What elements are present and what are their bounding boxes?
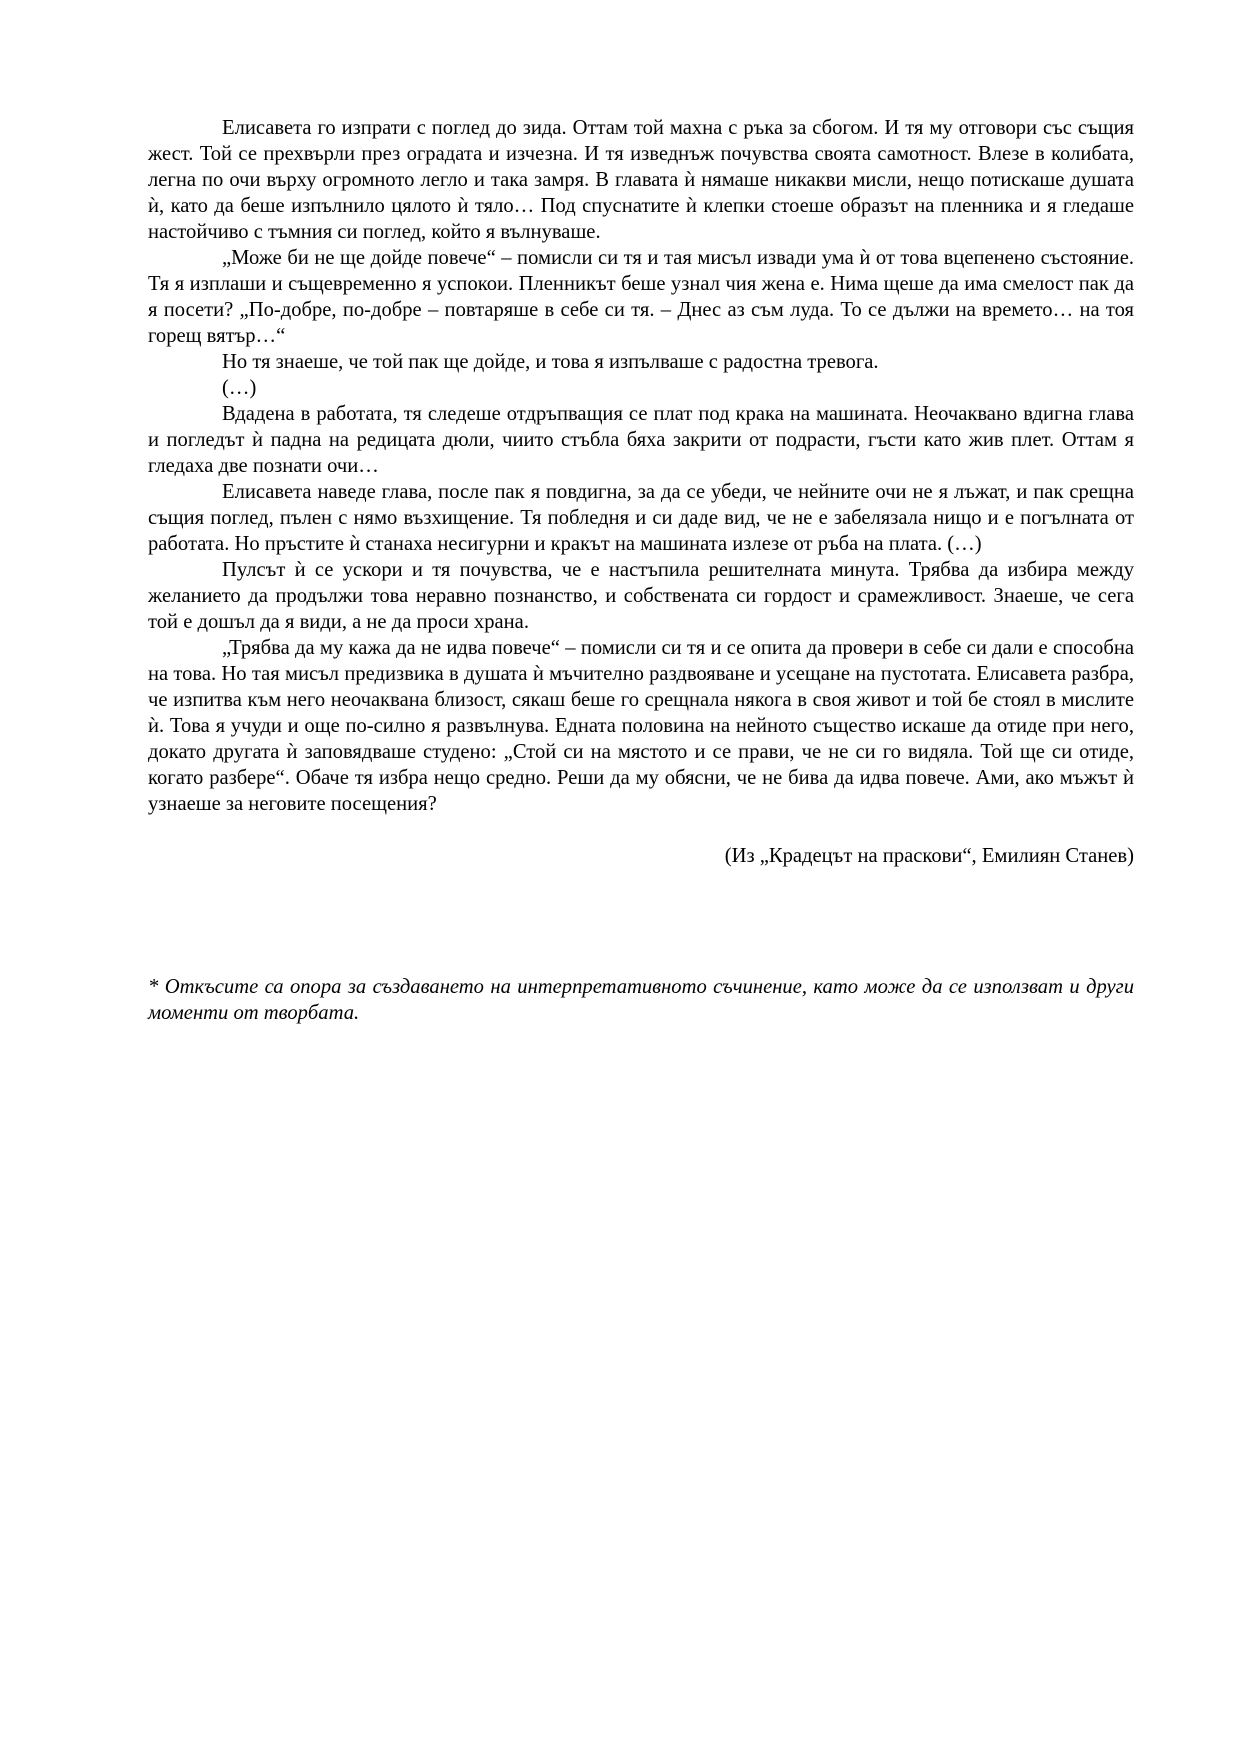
paragraph-3: Но тя знаеше, че той пак ще дойде, и това я изпълваше с радостна тревога. bbox=[222, 351, 879, 373]
paragraph-1: Елисавета го изпрати с поглед до зида. Оттам той махна с ръка за сбогом. И тя му отговори със същия жест. Той се прехвърли през оградата и изчезна. И тя изведнъж почувства своята самотност. Влезе в колибата, легна по очи върху огромното легло и така замря. В главата ѝ нямаше никакви мисли, нещо потискаше душата ѝ, като да беше изпълнило цялото ѝ тяло… Под спуснатите ѝ клепки стоеше образът на пленника и я гледаше настойчиво с тъмния си поглед, който я вълнуваше. bbox=[148, 117, 1134, 243]
source-citation: (Из „Крадецът на праскови“, Емилиян Станев) bbox=[724, 845, 1134, 867]
paragraph-6: Пулсът ѝ се ускори и тя почувства, че е настъпила решителната минута. Трябва да избира между желанието да продължи това неравно познанство, и собствената си гордост и срамежливост. Знаеше, че сега той е дошъл да я види, а не да проси храна. bbox=[148, 559, 1134, 633]
paragraph-4: Вдадена в работата, тя следеше отдръпващия се плат под крака на машината. Неочаквано вдигна глава и погледът ѝ падна на редицата дюли, чиито стъбла бяха закрити от подрасти, гъсти като жив плет. Оттам я гледаха две познати очи… bbox=[148, 403, 1134, 477]
paragraph-2: „Може би не ще дойде повече“ – помисли си тя и тая мисъл извади ума ѝ от това вцепенено състояние. Тя я изплаши и същевременно я успокои. Пленникът беше узнал чия жена е. Нима щеше да има смелост пак да я посети? „По-добре, по-добре – повтаряше в себе си тя. – Днес аз съм луда. То се дължи на времето… на тоя горещ вятър…“ bbox=[148, 247, 1134, 347]
footnote: * Откъсите са опора за създаването на интерпретативното съчинение, като може да се използват и други моменти от творбата. bbox=[148, 976, 1134, 1024]
omission-marker: (…) bbox=[222, 377, 257, 399]
paragraph-7: „Трябва да му кажа да не идва повече“ – помисли си тя и се опита да провери в себе си дали е способна на това. Но тая мисъл предизвика в душата ѝ мъчително раздвояване и усещане на пустотата. Елисавета разбра, че изпитва към него неочаквана близост, сякаш беше го срещнала някога в своя живот и той бе стоял в мислите ѝ. Това я учуди и още по-силно я развълнува. Едната половина на нейното същество искаше да отиде при него, докато другата ѝ заповядваше студено: „Стой си на мястото и се прави, че не си го видяла. Той ще си отиде, когато разбере“. Обаче тя избра нещо средно. Реши да му обясни, че не бива да идва повече. Ами, ако мъжът ѝ узнаеше за неговите посещения? bbox=[148, 637, 1134, 815]
document-page bbox=[148, 115, 1134, 1026]
paragraph-5: Елисавета наведе глава, после пак я повдигна, за да се убеди, че нейните очи не я лъжат, и пак срещна същия поглед, пълен с нямо възхищение. Тя побледня и си даде вид, че не е забелязала нищо и е погълната от работата. Но пръстите ѝ станаха несигурни и кракът на машината излезе от ръба на плата. (…) bbox=[148, 481, 1134, 555]
